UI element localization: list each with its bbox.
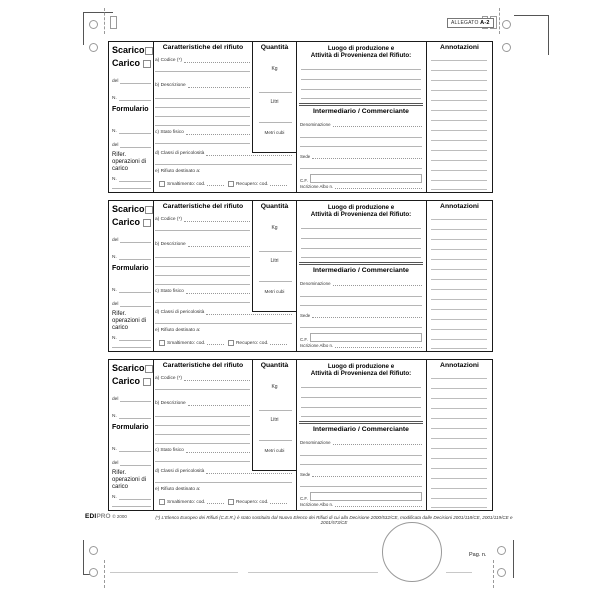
carico-checkbox[interactable] (143, 60, 151, 68)
denominazione-field: Denominazione (300, 277, 422, 286)
writing-line (186, 285, 250, 294)
scarico-label: Scarico (112, 204, 145, 214)
caratteristiche-header: Caratteristiche del rifiuto (162, 362, 244, 369)
corner-mark-top-right-h (514, 15, 549, 16)
writing-line (206, 306, 292, 315)
quantita-header: Quantità (260, 362, 289, 369)
carico-label: Carico (112, 217, 141, 227)
scarico-checkbox[interactable] (145, 206, 153, 214)
punch-hole (497, 546, 506, 555)
writing-line (431, 90, 487, 91)
writing-line (333, 436, 422, 445)
metri-cubi-label: Metri cubi (264, 448, 285, 453)
writing-line (431, 388, 487, 389)
writing-line (120, 455, 151, 466)
classi-pericolosita-field: d) Classi di pericolosità (155, 465, 292, 474)
formulario-numero-field: N. (112, 123, 151, 134)
smaltimento-checkbox[interactable] (159, 340, 165, 346)
writing-line (119, 441, 151, 452)
recupero-checkbox[interactable] (228, 340, 234, 346)
writing-line (259, 440, 292, 441)
column-divider (153, 201, 154, 351)
writing-line (259, 122, 292, 123)
double-rule (299, 103, 423, 106)
writing-line (259, 251, 292, 252)
writing-line (312, 468, 422, 477)
column-divider (296, 42, 297, 192)
writing-line (186, 444, 250, 453)
writing-line (431, 259, 487, 260)
double-rule (299, 262, 423, 265)
writing-line (431, 239, 487, 240)
iscrizione-albo-field: Iscrizione Albo n. (300, 340, 422, 348)
scarico-row (112, 45, 151, 55)
writing-line (155, 143, 250, 144)
writing-line (155, 302, 250, 303)
writing-line (206, 147, 292, 156)
denominazione-field: Denominazione (300, 118, 422, 127)
numero-field: N. (112, 408, 151, 419)
annotazioni-ruled-lines (426, 360, 492, 510)
formulario-label: Formulario (112, 424, 149, 431)
writing-line (155, 98, 250, 99)
writing-line (120, 296, 151, 307)
writing-line (270, 344, 287, 345)
corner-mark-bottom-left-v (83, 540, 84, 575)
stato-fisico-field: c) Stato fisico (155, 285, 250, 294)
writing-line (301, 98, 421, 99)
carico-checkbox[interactable] (143, 219, 151, 227)
stamp-circle (382, 522, 442, 582)
sede-field: Sede (300, 468, 422, 477)
writing-line (431, 378, 487, 379)
classi-pericolosita-field: d) Classi di pericolosità (155, 306, 292, 315)
writing-line (155, 461, 250, 462)
iscrizione-albo-field: Iscrizione Albo n. (300, 499, 422, 507)
formulario-numero-field: N. (112, 282, 151, 293)
writing-line (431, 418, 487, 419)
writing-line (431, 249, 487, 250)
writing-line (112, 347, 151, 348)
writing-line (155, 434, 250, 435)
writing-line (312, 150, 422, 159)
formulario-del-field: del (112, 455, 151, 466)
column-divider (296, 360, 297, 510)
writing-line (431, 488, 487, 489)
numero-field: N. (112, 90, 151, 101)
writing-line (431, 150, 487, 151)
writing-line (333, 118, 422, 127)
writing-line (188, 397, 250, 406)
writing-line (431, 507, 487, 508)
writing-line (119, 330, 151, 341)
smaltimento-checkbox[interactable] (159, 181, 165, 187)
punch-hole (89, 43, 98, 52)
corner-mark-top-right-v (548, 15, 549, 55)
writing-line (301, 89, 421, 90)
writing-line (184, 54, 250, 63)
writing-line (431, 70, 487, 71)
codice-field: a) Codice (*) (155, 372, 250, 381)
luogo-header: Luogo di produzione e Attività di Provenienza del Rifiuto: (310, 363, 412, 378)
writing-line (270, 185, 287, 186)
writing-line (184, 213, 250, 222)
writing-line (431, 269, 487, 270)
formulario-del-field: del (112, 137, 151, 148)
corner-mark-top-left-h (83, 12, 113, 13)
writing-line (206, 465, 292, 474)
writing-line (431, 319, 487, 320)
writing-line (431, 498, 487, 499)
sede-field: Sede (300, 309, 422, 318)
writing-line (155, 266, 250, 267)
writing-line (431, 329, 487, 330)
column-divider (153, 42, 154, 192)
writing-line (431, 219, 487, 220)
corner-mark-top-left-v (83, 12, 84, 45)
rifer-operazioni-label: Rifer. operazioni di carico (112, 311, 147, 332)
writing-line (259, 410, 292, 411)
smaltimento-label: Smaltimento: cod. (167, 182, 206, 187)
rifer-numero-field: N. (112, 489, 151, 500)
metri-cubi-label: Metri cubi (264, 130, 285, 135)
luogo-header: Luogo di produzione e Attività di Provenienza del Rifiuto: (310, 204, 412, 219)
perforation-line (446, 572, 472, 573)
writing-line (119, 171, 151, 182)
page-number-label: Pag. n. (469, 552, 487, 558)
smaltimento-label: Smaltimento: cod. (167, 500, 206, 505)
perforation-line (248, 572, 378, 573)
writing-line (301, 228, 421, 229)
recupero-checkbox[interactable] (228, 181, 234, 187)
writing-line (301, 387, 421, 388)
tear-line (493, 560, 494, 588)
litri-label: Litri (270, 258, 279, 264)
writing-line (301, 69, 421, 70)
sede-field: Sede (300, 150, 422, 159)
descrizione-field: b) Descrizione (155, 79, 250, 88)
formulario-label: Formulario (112, 106, 149, 113)
descrizione-field: b) Descrizione (155, 397, 250, 406)
writing-line (207, 344, 224, 345)
writing-line (431, 170, 487, 171)
writing-line (155, 323, 292, 324)
scarico-checkbox[interactable] (145, 47, 153, 55)
writing-line (207, 185, 224, 186)
writing-line (431, 348, 487, 349)
litri-label: Litri (270, 99, 279, 105)
rifiuto-destinato-label: e) Rifiuto destinato a: (155, 169, 201, 174)
writing-line (120, 137, 151, 148)
writing-line (155, 164, 292, 165)
writing-line (120, 391, 151, 402)
column-divider (296, 201, 297, 351)
writing-line (120, 232, 151, 243)
writing-line (119, 489, 151, 500)
kg-label: Kg (271, 384, 278, 390)
litri-label: Litri (270, 417, 279, 423)
writing-line (431, 458, 487, 459)
writing-line (155, 425, 250, 426)
carico-row (112, 376, 151, 386)
writing-line (431, 279, 487, 280)
writing-line (112, 506, 151, 507)
annotazioni-header: Annotazioni (440, 362, 479, 369)
writing-line (431, 309, 487, 310)
writing-line (119, 408, 151, 419)
writing-line (431, 80, 487, 81)
allegato-badge: ALLEGATO A-2 (447, 18, 494, 28)
del-field: del (112, 73, 151, 84)
register-block-2 (108, 200, 493, 352)
numero-field: N. (112, 249, 151, 260)
iscrizione-albo-field: Iscrizione Albo n. (300, 181, 422, 189)
writing-line (300, 305, 422, 306)
writing-line (120, 73, 151, 84)
writing-line (312, 309, 422, 318)
descrizione-field: b) Descrizione (155, 238, 250, 247)
writing-line (431, 120, 487, 121)
punch-hole (89, 568, 98, 577)
carico-label: Carico (112, 58, 141, 68)
scarico-label: Scarico (112, 363, 145, 373)
column-divider (153, 360, 154, 510)
codice-fiscale-field: C.F. (300, 491, 422, 501)
stato-fisico-field: c) Stato fisico (155, 126, 250, 135)
writing-line (431, 438, 487, 439)
scarico-checkbox[interactable] (145, 365, 153, 373)
writing-line (431, 189, 487, 190)
smaltimento-label: Smaltimento: cod. (167, 341, 206, 346)
codice-field: a) Codice (*) (155, 54, 250, 63)
punch-hole (502, 20, 511, 29)
recupero-label: Recupero: cod. (235, 341, 269, 346)
formulario-del-field: del (112, 296, 151, 307)
writing-line (119, 123, 151, 134)
writing-line (155, 389, 250, 390)
writing-line (431, 140, 487, 141)
writing-line (119, 282, 151, 293)
register-block-3 (108, 359, 493, 511)
writing-line (155, 230, 250, 231)
writing-line (301, 238, 421, 239)
quantita-box-border (252, 360, 296, 471)
codice-fiscale-field: C.F. (300, 332, 422, 342)
writing-line (188, 79, 250, 88)
scarico-row (112, 363, 151, 373)
carico-checkbox[interactable] (143, 378, 151, 386)
corner-mark-bottom-right-v (513, 540, 514, 578)
writing-line (155, 116, 250, 117)
writing-line (431, 339, 487, 340)
scarico-row (112, 204, 151, 214)
formulario-numero-field: N. (112, 441, 151, 452)
writing-line (335, 181, 422, 189)
writing-line (301, 416, 421, 417)
writing-line (335, 499, 422, 507)
luogo-header: Luogo di produzione e Attività di Provenienza del Rifiuto: (310, 45, 412, 60)
writing-line (259, 92, 292, 93)
destinazione-row (159, 177, 291, 187)
writing-line (155, 257, 250, 258)
writing-line (301, 79, 421, 80)
writing-line (300, 137, 422, 138)
intermediario-header: Intermediario / Commerciante (313, 267, 409, 274)
intermediario-header: Intermediario / Commerciante (313, 108, 409, 115)
quantita-header: Quantità (260, 44, 289, 51)
writing-line (431, 130, 487, 131)
writing-line (300, 168, 422, 169)
writing-line (188, 238, 250, 247)
writing-line (300, 455, 422, 456)
destinazione-row (159, 336, 291, 346)
tear-line (499, 8, 500, 34)
kg-label: Kg (271, 66, 278, 72)
writing-line (155, 275, 250, 276)
footnote-text: (*) L'Elenco Europeo dei Rifiuti (C.E.R.) è stato sostituito dal Nuovo Elenco dei Rifiuti di cui alla Decisione 2000/532/CE, modificata dalle Decisioni 2001/118/CE, 2001/119/CE e 2001/573/CE (155, 515, 513, 525)
writing-line (301, 407, 421, 408)
caratteristiche-header: Caratteristiche del rifiuto (162, 44, 244, 51)
quantita-box-border (252, 42, 296, 153)
rifiuto-destinato-label: e) Rifiuto destinato a: (155, 328, 201, 333)
writing-line (431, 110, 487, 111)
del-field: del (112, 232, 151, 243)
writing-line (112, 188, 151, 189)
caratteristiche-header: Caratteristiche del rifiuto (162, 203, 244, 210)
recupero-label: Recupero: cod. (235, 500, 269, 505)
rifer-numero-field: N. (112, 171, 151, 182)
classi-pericolosita-field: d) Classi di pericolosità (155, 147, 292, 156)
writing-line (270, 503, 287, 504)
annotazioni-header: Annotazioni (440, 203, 479, 210)
annotazioni-header: Annotazioni (440, 44, 479, 51)
writing-line (431, 408, 487, 409)
codice-field: a) Codice (*) (155, 213, 250, 222)
recupero-checkbox[interactable] (228, 499, 234, 505)
writing-line (335, 340, 422, 348)
annotazioni-ruled-lines (426, 201, 492, 351)
destinazione-row (159, 495, 291, 505)
writing-line (431, 468, 487, 469)
writing-line (431, 448, 487, 449)
del-field: del (112, 391, 151, 402)
punch-hole (497, 568, 506, 577)
intermediario-header: Intermediario / Commerciante (313, 426, 409, 433)
denominazione-field: Denominazione (300, 436, 422, 445)
perforation-line (110, 572, 238, 573)
carico-row (112, 217, 151, 227)
carico-label: Carico (112, 376, 141, 386)
writing-line (431, 428, 487, 429)
stato-fisico-field: c) Stato fisico (155, 444, 250, 453)
metri-cubi-label: Metri cubi (264, 289, 285, 294)
register-block-1 (108, 41, 493, 193)
double-rule (299, 421, 423, 424)
writing-line (333, 277, 422, 286)
punch-hole (89, 546, 98, 555)
writing-line (155, 71, 250, 72)
writing-line (119, 90, 151, 101)
writing-line (431, 398, 487, 399)
smaltimento-checkbox[interactable] (159, 499, 165, 505)
carico-row (112, 58, 151, 68)
tear-line (104, 560, 105, 588)
kg-label: Kg (271, 225, 278, 231)
writing-line (301, 397, 421, 398)
writing-line (431, 100, 487, 101)
rifer-operazioni-label: Rifer. operazioni di carico (112, 152, 147, 173)
writing-line (431, 289, 487, 290)
formulario-label: Formulario (112, 265, 149, 272)
writing-line (431, 478, 487, 479)
writing-line (184, 372, 250, 381)
writing-line (155, 107, 250, 108)
rifer-operazioni-label: Rifer. operazioni di carico (112, 470, 147, 491)
quantita-box-border (252, 201, 296, 312)
quantita-header: Quantità (260, 203, 289, 210)
scarico-label: Scarico (112, 45, 145, 55)
publisher-logo: EDIPRO © 2000 (85, 513, 127, 520)
punch-hole (89, 20, 98, 29)
codice-fiscale-field: C.F. (300, 173, 422, 183)
rifer-numero-field: N. (112, 330, 151, 341)
writing-line (300, 486, 422, 487)
recupero-label: Recupero: cod. (235, 182, 269, 187)
writing-line (300, 296, 422, 297)
writing-line (431, 180, 487, 181)
writing-line (431, 229, 487, 230)
writing-line (155, 482, 292, 483)
registration-rect (110, 16, 117, 29)
writing-line (259, 281, 292, 282)
writing-line (300, 464, 422, 465)
rifiuto-destinato-label: e) Rifiuto destinato a: (155, 487, 201, 492)
writing-line (300, 327, 422, 328)
annotazioni-ruled-lines (426, 42, 492, 192)
writing-line (300, 146, 422, 147)
writing-line (155, 416, 250, 417)
writing-line (207, 503, 224, 504)
writing-line (431, 60, 487, 61)
punch-hole (502, 43, 511, 52)
writing-line (431, 299, 487, 300)
writing-line (301, 257, 421, 258)
writing-line (186, 126, 250, 135)
writing-line (431, 160, 487, 161)
writing-line (119, 249, 151, 260)
writing-line (301, 248, 421, 249)
tear-line (104, 8, 105, 34)
